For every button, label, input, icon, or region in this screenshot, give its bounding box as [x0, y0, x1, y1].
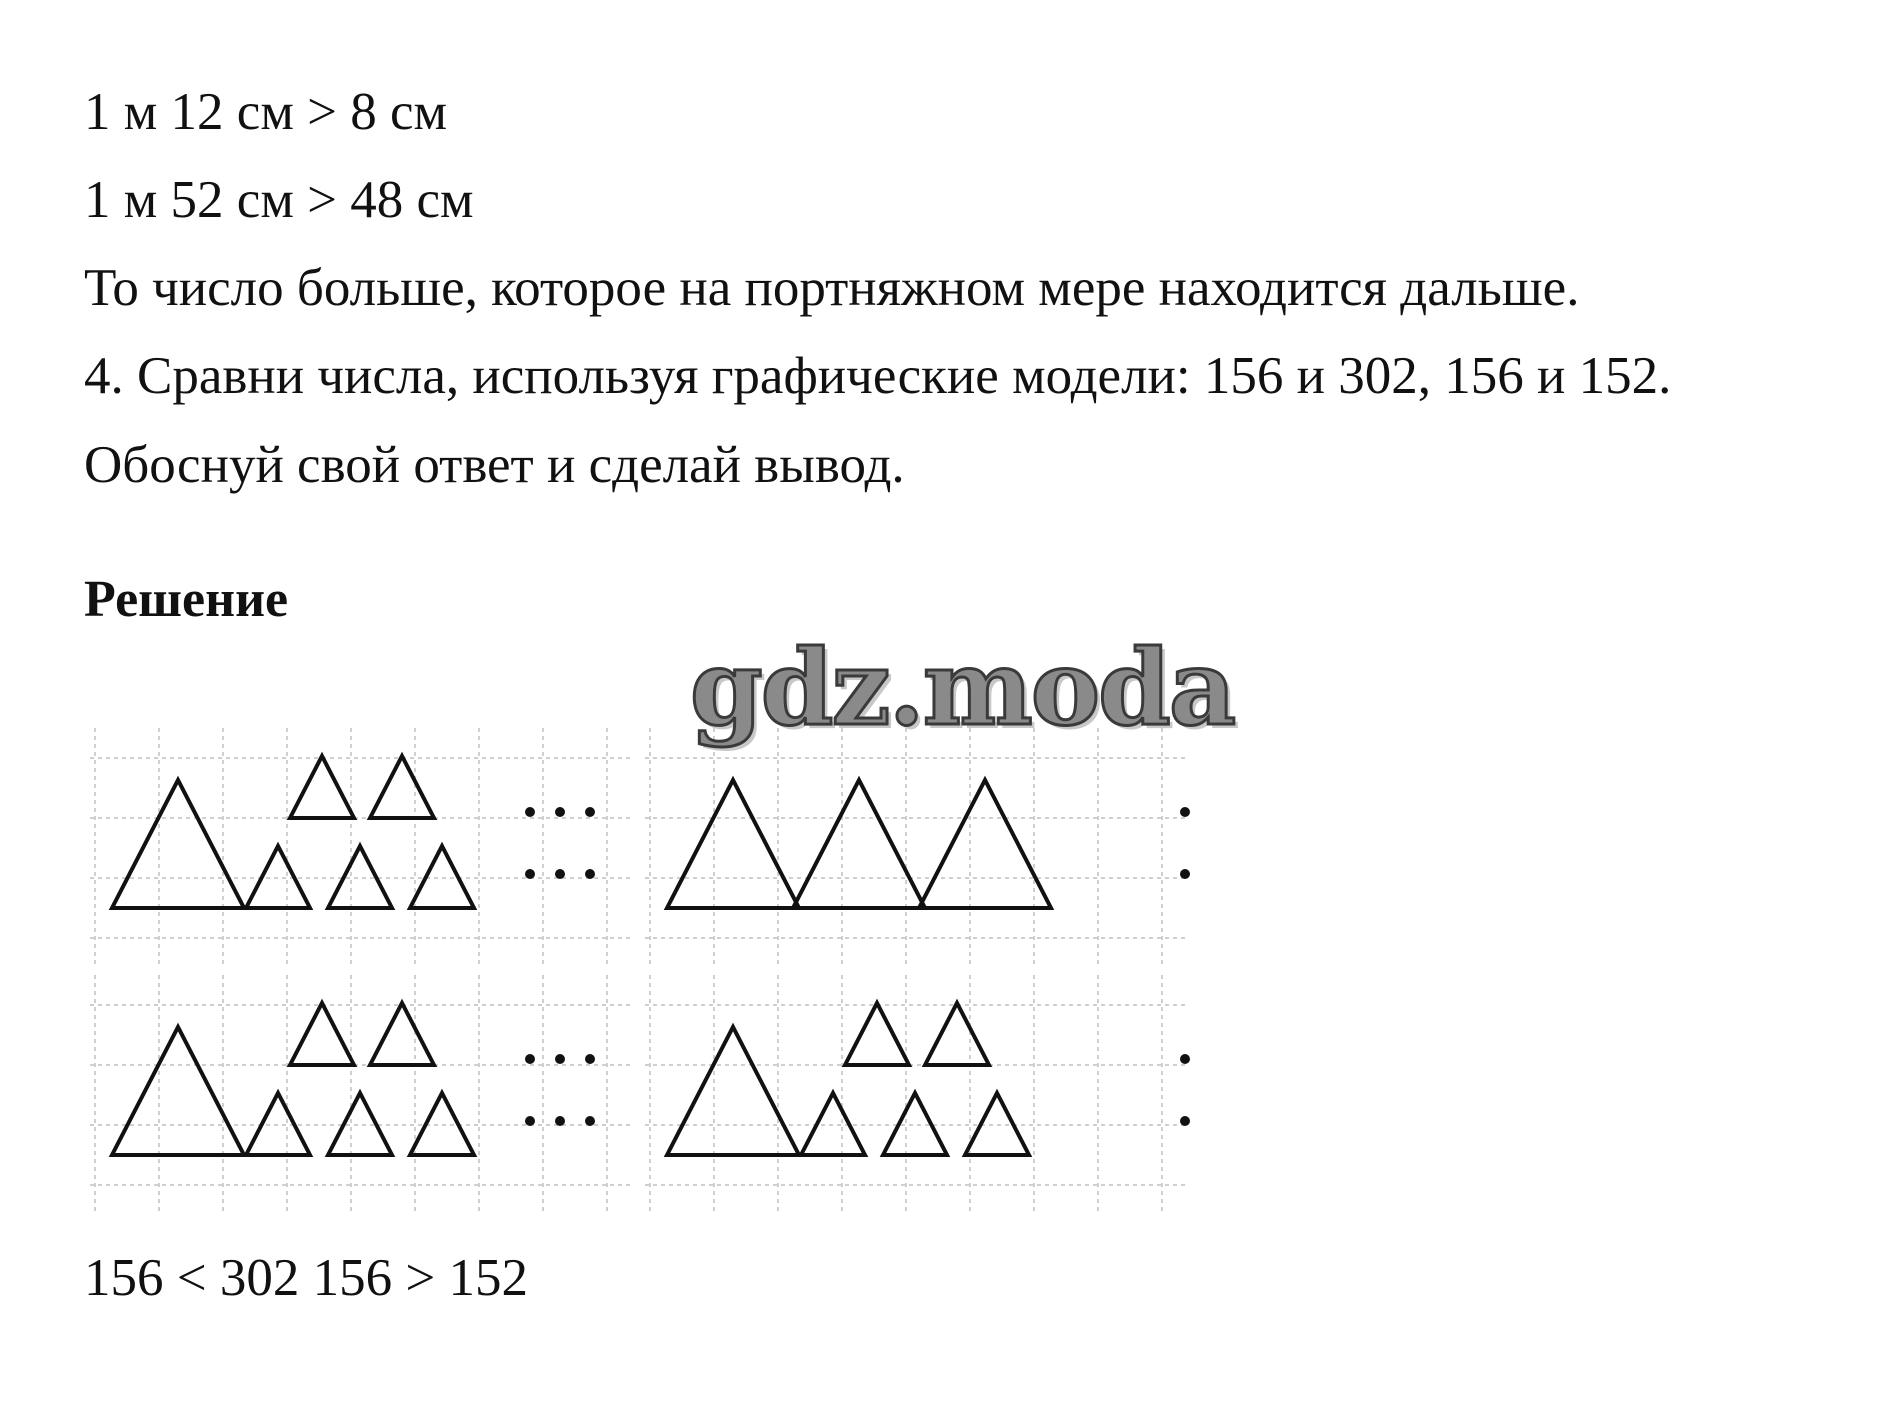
unit-dot: [525, 1054, 535, 1064]
unit-dot: [525, 807, 535, 817]
text-line-1: 1 м 12 см > 8 см: [84, 83, 448, 141]
unit-dot: [585, 1116, 595, 1126]
unit-dot: [525, 869, 535, 879]
hundred-triangle: [919, 780, 1051, 908]
unit-dot: [555, 869, 565, 879]
ten-triangle: [290, 756, 354, 818]
unit-dot: [585, 869, 595, 879]
unit-dot: [555, 807, 565, 817]
unit-dot: [525, 1116, 535, 1126]
ten-triangle: [370, 1003, 434, 1065]
task-4-statement: 4. Сравни числа, используя графические модели: 156 и 302, 156 и 152.: [84, 347, 1672, 405]
ten-triangle: [328, 1093, 392, 1155]
ten-triangle: [328, 846, 392, 908]
ten-triangle: [290, 1003, 354, 1065]
unit-dot: [555, 1054, 565, 1064]
grid-background: [645, 728, 1185, 968]
solution-heading: Решение: [84, 571, 289, 628]
ten-triangle: [845, 1003, 909, 1065]
hundred-triangle: [112, 780, 244, 908]
hundred-triangle: [112, 1027, 244, 1155]
watermark-logo: gdz.moda: [690, 626, 1235, 749]
unit-dot: [1180, 1116, 1190, 1126]
unit-dot: [555, 1116, 565, 1126]
comparison-result: 156 < 302 156 > 152: [84, 1249, 529, 1307]
unit-dot: [1180, 869, 1190, 879]
ten-triangle: [883, 1093, 947, 1155]
unit-dot: [1180, 1054, 1190, 1064]
unit-dot: [1180, 807, 1190, 817]
text-line-2: 1 м 52 см > 48 см: [84, 171, 474, 229]
text-line-3: То число больше, которое на портняжном мере находится дальше.: [84, 259, 1580, 317]
task-4-instruction: Обоснуй свой ответ и сделай вывод.: [84, 436, 905, 494]
ten-triangle: [925, 1003, 989, 1065]
hundred-triangle: [667, 1027, 799, 1155]
ten-triangle: [370, 756, 434, 818]
unit-dot: [585, 1054, 595, 1064]
unit-dot: [585, 807, 595, 817]
hundred-triangle: [667, 780, 799, 908]
